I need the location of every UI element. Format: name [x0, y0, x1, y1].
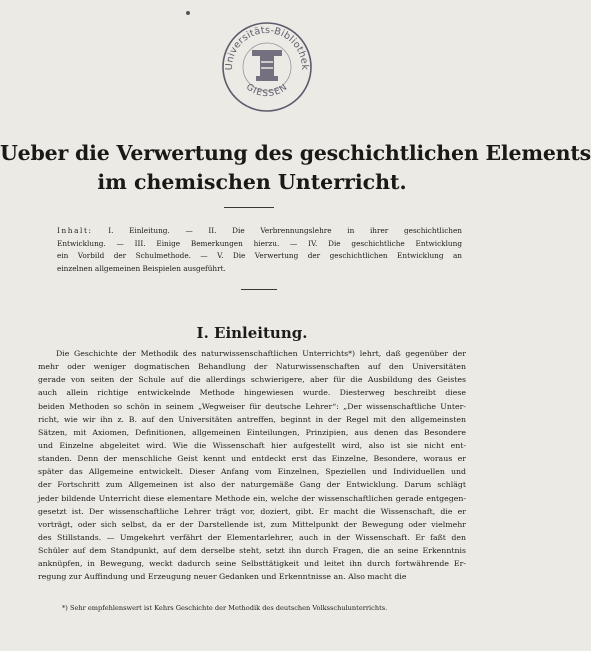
body-line: Sätzen, mit Axiomen, Definitionen, allgemeinen Einteilungen, Prinzipien, aus denen das Besondere — [38, 427, 466, 437]
body-line: auch allein richtige entwickelnde Methode hingewiesen wurde. Diesterweg beschreibt diese — [38, 388, 466, 398]
body-line: richt, wie wir ihn z. B. auf den Universitäten antreffen, beginnt in der Regel mit den allgemeinsten — [38, 414, 466, 424]
contents-divider — [241, 289, 277, 290]
title-divider — [224, 207, 274, 208]
svg-text:Universitäts-Bibliothek: Universitäts-Bibliothek — [223, 24, 311, 71]
article-title-line-1: Ueber die Verwertung des geschichtlichen Elements — [0, 141, 591, 165]
svg-text:GIESSEN: GIESSEN — [244, 82, 290, 100]
contents-label: Inhalt: — [57, 226, 93, 235]
body-line: anknüpfen, in Bewegung, weckt dadurch seine Selbsttätigkeit und leitet ihn durch fortwährende Er- — [38, 559, 466, 569]
table-of-contents — [57, 225, 462, 275]
body-text — [38, 347, 466, 584]
body-line: später das Allgemeine entwickelt. Dieser Anfang vom Einzelnen, Speziellen und Individuellen und — [38, 467, 466, 477]
body-line: jeder bildende Unterricht diese elementare Methode ein, welche der wissenschaftlichen gerade entgegen- — [38, 493, 466, 503]
body-line: der Fortschritt zum Allgemeinen ist also der naturgemäße Gang der Entwicklung. Darum schlägt — [38, 480, 466, 490]
section-heading: I. Einleitung. — [196, 324, 308, 342]
body-line: des Stillstands. — Umgekehrt verfährt der Elementarlehrer, auch in der Wissenschaft. Er faßt den — [38, 532, 466, 542]
contents-line: Inhalt: I. Einleitung. — II. Die Verbrennungslehre in ihrer geschichtlichen — [57, 226, 462, 235]
contents-line: einzelnen allgemeinen Beispielen ausgeführt. — [57, 263, 226, 273]
body-line: standen. Denn der menschliche Geist kennt und entdeckt erst das Einzelne, Besondere, woraus er — [38, 454, 466, 464]
stamp-seal-icon — [218, 18, 316, 116]
contents-line: ein Vorbild der Schulmethode. — V. Die Verwertung der geschichtlichen Entwicklung an — [57, 251, 462, 260]
body-line: gerade von seiten der Schule auf die allerdings schwierigere, aber für die Ausbildung des Geistes — [38, 375, 466, 385]
body-line: vorträgt, oder sich selbst, da er der Darstellende ist, zum Mittelpunkt der Bewegung oder vielmehr — [38, 519, 466, 529]
ink-speck — [186, 11, 190, 15]
body-line: und Einzelne abgeleitet wird. Wie die Wissenschaft hier aufgestellt wird, also ist sie nicht ent- — [38, 440, 466, 450]
contents-line: Entwicklung. — III. Einige Bemerkungen hierzu. — IV. Die geschichtliche Entwicklung — [57, 238, 462, 248]
body-line: beiden Methoden so schön in seinem „Wegweiser für deutsche Lehrer“: „Der wissenschaftliche Unter- — [38, 401, 466, 411]
body-line: Die Geschichte der Methodik des naturwissenschaftlichen Unterrichts*) lehrt, daß gegenüber der — [56, 349, 466, 358]
body-line: regung zur Auffindung und Erzeugung neuer Gedanken und Erkenntnisse an. Also macht die — [38, 572, 407, 582]
footnote: *) Sehr empfehlenswert ist Kehrs Geschichte der Methodik des deutschen Volksschulunterrichts. — [62, 604, 388, 612]
article-title-line-2: im chemischen Unterricht. — [97, 170, 407, 194]
library-stamp — [218, 18, 316, 116]
body-line: gesetzt ist. Der wissenschaftliche Lehrer trägt vor, doziert, gibt. Er macht die Wissenschaft, die er — [38, 506, 466, 516]
body-line: Schüler auf dem Standpunkt, auf dem derselbe steht, setzt ihn durch Fragen, die an seine Erkenntnis — [38, 546, 466, 556]
body-line: mehr oder weniger dogmatischen Behandlung der Naturwissenschaften auf den Universitäten — [38, 362, 466, 372]
